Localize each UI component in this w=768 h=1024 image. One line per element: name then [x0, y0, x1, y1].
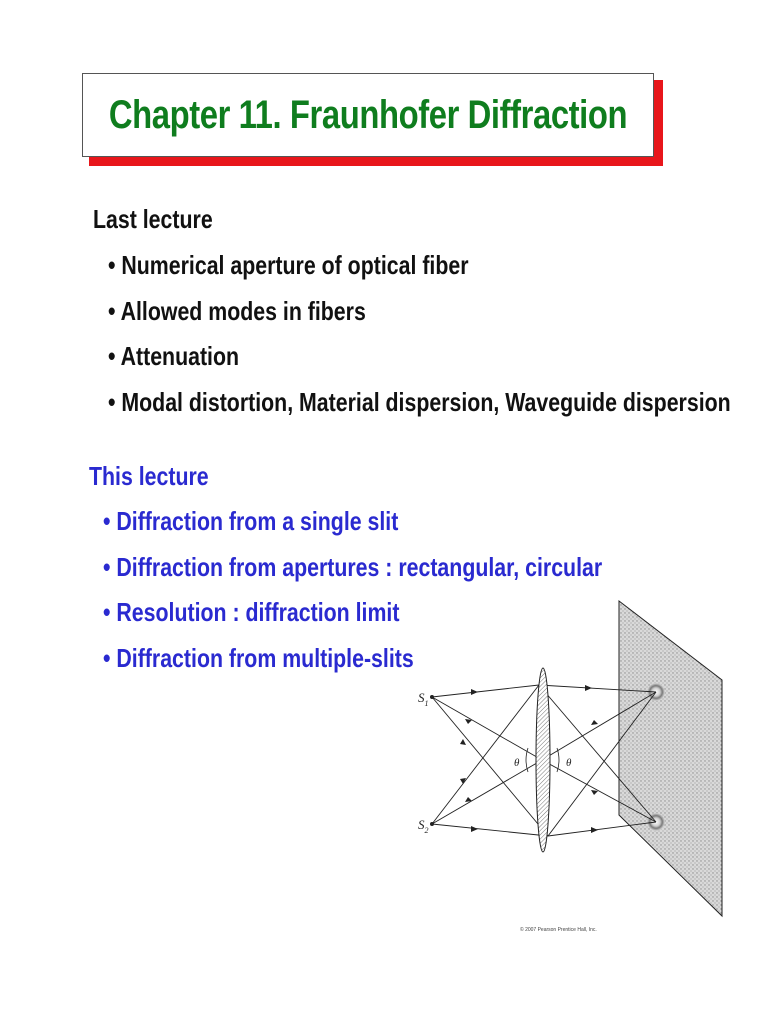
slide-title: Chapter 11. Fraunhofer Diffraction	[108, 92, 628, 137]
title-box	[82, 73, 654, 157]
angle-label-left: θ	[514, 757, 520, 769]
this-lecture-item: • Diffraction from apertures : rectangular, circular	[103, 552, 603, 582]
this-lecture-item: • Diffraction from multiple-slits	[103, 643, 414, 673]
this-lecture-item: • Diffraction from a single slit	[103, 506, 399, 536]
converging-lens	[536, 668, 550, 852]
this-lecture-heading: This lecture	[89, 461, 209, 491]
last-lecture-heading: Last lecture	[93, 204, 213, 234]
figure-credit: © 2007 Pearson Prentice Hall, Inc.	[520, 927, 597, 933]
angle-label-right: θ	[566, 757, 572, 769]
last-lecture-item: • Modal distortion, Material dispersion, Waveguide dispersion	[108, 387, 731, 417]
this-lecture-item: • Resolution : diffraction limit	[103, 597, 400, 627]
source2-label: $S_2$	[418, 817, 429, 835]
source1-label: $S_1$	[418, 690, 429, 708]
diffraction-diagram	[410, 595, 730, 925]
source-point-1	[430, 695, 434, 699]
source-point-2	[430, 822, 434, 826]
last-lecture-item: • Allowed modes in fibers	[108, 296, 366, 326]
last-lecture-item: • Attenuation	[108, 341, 240, 371]
ray-arrowheads	[460, 685, 598, 833]
last-lecture-item: • Numerical aperture of optical fiber	[108, 250, 469, 280]
observation-screen	[619, 601, 722, 916]
